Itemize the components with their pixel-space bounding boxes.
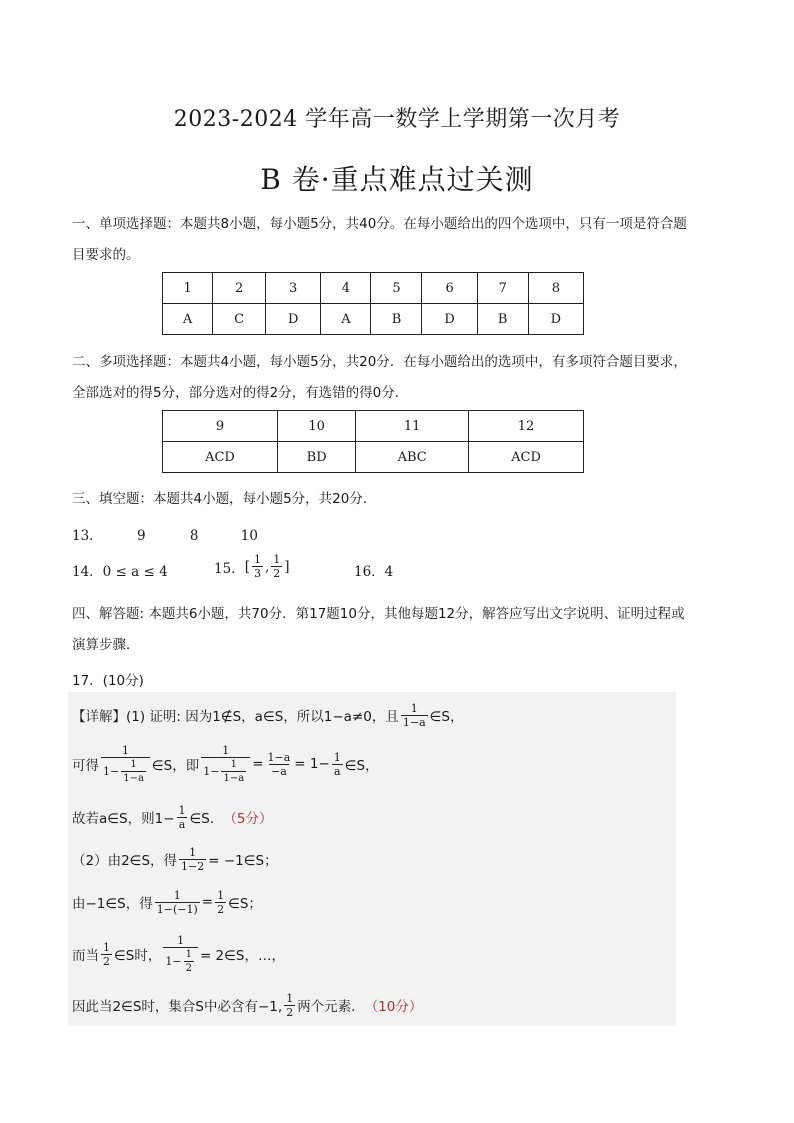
compound-fraction — [201, 744, 250, 785]
numerator: 1 — [333, 750, 341, 764]
numerator: 1 — [222, 743, 230, 757]
table-cell: BD — [277, 442, 355, 473]
q15-answer: 15． [ $\frac{1}{3}$ , $\frac{1}{2}$ ] — [214, 553, 290, 580]
q13-answer — [72, 524, 258, 544]
table-cell: 10 — [277, 411, 355, 442]
section3-instructions: 三、填空题：本题共4小题，每小题5分，共20分． — [72, 491, 377, 507]
denominator: 1−a — [123, 772, 144, 784]
q15-close-bracket: ] — [284, 558, 290, 575]
table-cell: D — [528, 304, 583, 335]
q14-answer: 14．0 ≤ a ≤ 4 — [72, 564, 168, 580]
denominator: 1−a — [223, 772, 245, 784]
q17-header: 17．(10分) — [72, 673, 144, 689]
numerator: 1 — [121, 743, 129, 757]
table-cell: 5 — [371, 273, 422, 304]
denominator — [101, 757, 150, 785]
denominator: 2 — [286, 1005, 294, 1019]
solution-text: 【详解】(1) 证明: 因为1∉S，a∈S，所以1−a≠0，且 — [72, 709, 399, 725]
score-note: （10分） — [364, 999, 423, 1015]
table-cell: 9 — [163, 411, 278, 442]
solution-text: ∈S． — [189, 811, 224, 827]
table-cell: ACD — [163, 442, 278, 473]
numerator: 1 — [410, 701, 418, 715]
q15-fraction-b — [271, 553, 282, 580]
table-cell: 3 — [266, 273, 321, 304]
exam-subtitle: B 卷·重点难点过关测 — [260, 163, 534, 196]
denominator: a — [178, 817, 186, 831]
table-row — [163, 442, 584, 473]
solution-line-2 — [72, 738, 379, 790]
q13-label: 13． — [72, 528, 103, 544]
solution-text: 可得 — [72, 758, 99, 774]
exam-title: 2023-2024 学年高一数学上学期第一次月考 — [173, 107, 621, 132]
q15-fraction-a — [252, 553, 263, 580]
numerator: 1 — [273, 553, 281, 566]
table-cell: D — [266, 304, 321, 335]
numerator: 1 — [189, 845, 197, 859]
numerator: 1 — [173, 888, 181, 902]
solution-text: ∈S时， — [114, 948, 162, 964]
fraction — [284, 992, 295, 1019]
solution-text: ∈S， — [344, 758, 379, 774]
compound-fraction — [163, 934, 198, 975]
solution-text: = 1− — [294, 756, 330, 772]
fraction — [332, 751, 343, 778]
table-cell: D — [422, 304, 477, 335]
q13-answer-3: 10 — [240, 528, 258, 544]
fraction — [266, 751, 293, 778]
q15-open-bracket: [ — [244, 558, 250, 575]
section4-instructions: 四、解答题: 本题共6小题，共70分．第17题10分，其他每题12分，解答应写出文字说明、证明过程或演算步骤． — [72, 606, 685, 653]
solution-line-7 — [72, 988, 422, 1022]
solution-line-5 — [72, 883, 262, 921]
solution-line-4 — [72, 842, 278, 876]
numerator: 1 — [217, 888, 225, 902]
table-cell: 2 — [213, 273, 266, 304]
solution-line-6 — [72, 928, 285, 980]
table-row — [163, 411, 584, 442]
numerator: 1 — [177, 933, 185, 947]
table-cell: ACD — [469, 442, 584, 473]
denominator-prefix: 1− — [165, 954, 182, 968]
table-cell: 1 — [163, 273, 213, 304]
denominator-prefix: 1− — [203, 764, 220, 778]
denominator: 2 — [185, 962, 192, 974]
denominator: 1−2 — [181, 859, 205, 873]
denominator: 2 — [103, 954, 110, 968]
fraction — [101, 941, 112, 968]
solution-text: （2）由2∈S，得 — [72, 853, 178, 869]
denominator-prefix: 1− — [103, 764, 120, 778]
inner-fraction — [121, 758, 146, 785]
denominator: 1−(−1) — [156, 902, 198, 916]
fraction — [401, 702, 428, 729]
numerator: 1 — [103, 940, 110, 954]
solution-text: 两个元素． — [297, 999, 365, 1015]
inner-fraction — [221, 758, 246, 785]
table-cell: 8 — [528, 273, 583, 304]
denominator — [163, 947, 198, 975]
numerator: 1 — [178, 803, 186, 817]
table-cell: 11 — [356, 411, 469, 442]
denominator: 3 — [253, 567, 261, 580]
table-cell: B — [371, 304, 422, 335]
section1-instructions: 一、单项选择题：本题共8小题，每小题5分，共40分。在每小题给出的四个选项中，只有一项是符合题目要求的。 — [72, 216, 687, 263]
compound-fraction — [101, 744, 150, 785]
table-cell: A — [163, 304, 213, 335]
table-cell: B — [477, 304, 528, 335]
score-note: （5分） — [223, 811, 273, 827]
numerator: 1 — [230, 758, 238, 770]
table-cell: 12 — [469, 411, 584, 442]
solution-line-3 — [72, 800, 272, 834]
denominator: 1−a — [402, 715, 426, 729]
q15-label: 15． — [214, 560, 245, 577]
table-cell: 6 — [422, 273, 477, 304]
denominator — [201, 757, 250, 785]
multi-choice-answer-table — [162, 410, 584, 473]
fraction — [155, 889, 200, 916]
solution-text: 而当 — [72, 948, 99, 964]
solution-text: = — [252, 756, 264, 772]
numerator: 1 — [253, 553, 261, 566]
section2-instructions: 二、多项选择题：本题共4小题，每小题5分，共20分．在每小题给出的选项中，有多项符合题目要求，全部选对的得5分，部分选对的得2分，有选错的得0分． — [72, 354, 687, 401]
single-choice-answer-table — [162, 272, 584, 335]
table-row — [163, 304, 584, 335]
table-cell: 4 — [321, 273, 371, 304]
solution-text: = 2∈S，…， — [199, 948, 285, 964]
numerator: 1−a — [267, 750, 291, 764]
fraction — [177, 804, 188, 831]
fraction — [179, 846, 206, 873]
solution-text: ∈S； — [228, 896, 262, 912]
solution-text: ∈S， — [429, 709, 464, 725]
solution-text: = — [201, 894, 214, 910]
table-cell: A — [321, 304, 371, 335]
denominator: 2 — [273, 567, 281, 580]
denominator: −a — [271, 764, 287, 778]
solution-line-1 — [72, 698, 463, 732]
solution-text: 故若a∈S，则1− — [72, 811, 175, 827]
fraction — [215, 889, 226, 916]
inner-fraction — [184, 948, 194, 975]
solution-text: = −1∈S； — [208, 853, 278, 869]
table-cell: ABC — [356, 442, 469, 473]
q13-answer-2: 8 — [189, 528, 199, 544]
solution-text: 由−1∈S，得 — [72, 896, 153, 912]
solution-text: ∈S，即 — [151, 758, 200, 774]
q16-answer: 16．4 — [354, 564, 394, 580]
table-cell: C — [213, 304, 266, 335]
q13-answer-1: 9 — [136, 528, 146, 544]
solution-text: 因此当2∈S时，集合S中必含有−1, — [72, 999, 283, 1015]
numerator: 1 — [130, 758, 137, 770]
numerator: 1 — [286, 991, 294, 1005]
table-cell: 7 — [477, 273, 528, 304]
table-row — [163, 273, 584, 304]
denominator: a — [334, 764, 341, 778]
denominator: 2 — [217, 902, 225, 916]
numerator: 1 — [185, 948, 192, 960]
